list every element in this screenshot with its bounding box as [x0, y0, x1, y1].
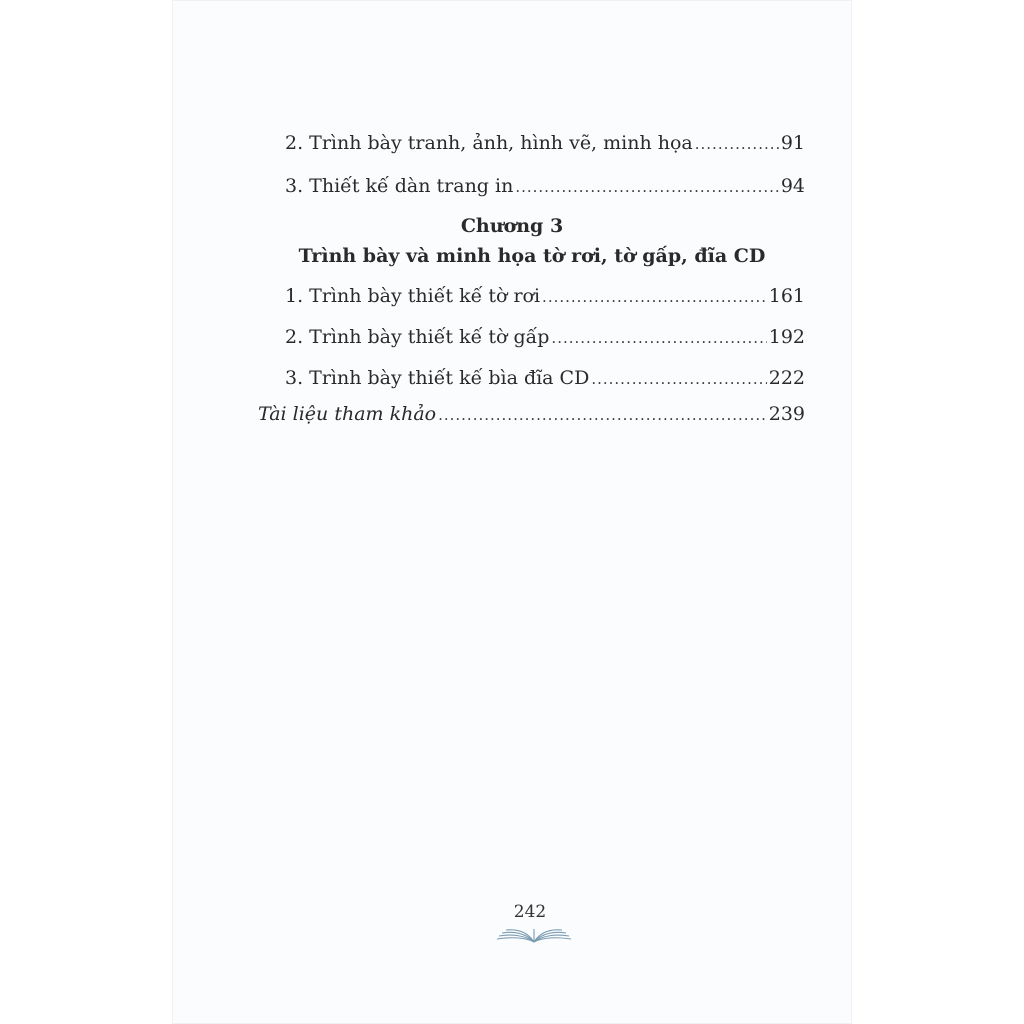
toc-entry-label: 3. Thiết kế dàn trang in — [285, 175, 514, 197]
toc-entry-label: 3. Trình bày thiết kế bìa đĩa CD — [285, 367, 590, 389]
toc-entry-page: 94 — [780, 175, 805, 197]
toc-entry-label: Tài liệu tham khảo — [258, 403, 437, 425]
toc-leader-dots — [591, 367, 766, 391]
toc-leader-dots — [515, 175, 778, 199]
toc-leader-dots — [438, 403, 767, 427]
toc-entry — [285, 366, 805, 391]
page-number: 242 — [513, 902, 547, 922]
toc-entry-page: 222 — [768, 367, 805, 389]
toc-entry — [285, 174, 805, 199]
toc-entry-page: 161 — [768, 285, 805, 307]
toc-entry — [285, 284, 805, 309]
toc-leader-dots — [551, 326, 766, 350]
toc-entry-references — [258, 402, 805, 427]
book-page — [172, 0, 852, 1024]
toc-entry — [285, 131, 805, 156]
toc-entry-page: 91 — [780, 132, 805, 154]
chapter-number: Chương 3 — [460, 215, 564, 237]
toc-entry-label: 1. Trình bày thiết kế tờ rơi — [285, 285, 541, 307]
toc-leader-dots — [542, 285, 767, 309]
toc-leader-dots — [695, 132, 779, 156]
toc-entry-page: 192 — [768, 326, 805, 348]
toc-entry — [285, 325, 805, 350]
open-book-icon — [495, 925, 573, 945]
toc-entry-label: 2. Trình bày tranh, ảnh, hình vẽ, minh họa — [285, 132, 693, 154]
toc-entry-label: 2. Trình bày thiết kế tờ gấp — [285, 326, 550, 348]
chapter-title: Trình bày và minh họa tờ rơi, tờ gấp, đĩa CD — [298, 245, 766, 267]
toc-entry-page: 239 — [768, 403, 805, 425]
